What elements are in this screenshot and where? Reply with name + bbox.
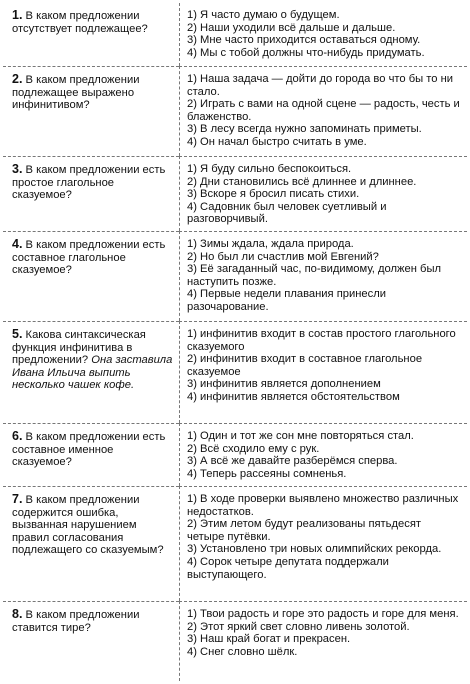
- answer-option: 2) Но был ли счастлив мой Евгений?: [187, 250, 379, 263]
- task-5-question: [3, 321, 179, 423]
- task-number: 1.: [12, 8, 23, 22]
- question-text: В каком предложении есть составное именное сказуемое?: [12, 431, 166, 469]
- answer-option: 1) Зимы ждала, ждала природа.: [187, 238, 354, 250]
- answer-option: 3) Её загаданный час, по-видимому, должен был наступить позже.: [187, 263, 442, 288]
- answer-option: 1) инфинитив входит в состав простого глагольного сказуемого: [187, 328, 456, 353]
- example-sentence: Она заставила Ивана Ильича выпить несколько чашек кофе.: [12, 354, 173, 392]
- answer-option: 1) Я буду сильно беспокоиться.: [187, 163, 352, 175]
- question-text: Какова синтаксическая функция инфинитива в предложении?: [12, 329, 146, 367]
- answer-option: 2) Наши уходили всё дальше и дальше.: [187, 21, 396, 34]
- answer-option: 1) Твои радость и горе это радость и горе для меня.: [187, 608, 459, 620]
- task-number: 8.: [12, 607, 23, 621]
- answer-option: 3) А всё же давайте разберёмся сперва.: [187, 455, 398, 468]
- answer-option: 1) В ходе проверки выявлено множество различных недостатков.: [187, 493, 459, 518]
- task-8-question: [3, 601, 179, 681]
- answer-option: 2) Всё сходило ему с рук.: [187, 442, 320, 455]
- answer-option: 3) Установлено три новых олимпийских рекорда.: [187, 543, 442, 556]
- task-number: 7.: [12, 492, 23, 506]
- task-6-question: [3, 423, 179, 486]
- question-text: В каком предложении есть составное глагольное сказуемое?: [12, 239, 166, 277]
- answer-option: 2) инфинитив входит в составное глагольное сказуемое: [187, 353, 423, 378]
- task-7-question: [3, 486, 179, 601]
- answer-option: 3) инфинитив является дополнением: [187, 378, 381, 391]
- answer-option: 4) Садовник был человек суетливый и разговорчивый.: [187, 200, 387, 226]
- test-sheet: [3, 3, 467, 681]
- task-number: 6.: [12, 429, 23, 443]
- task-4-options: [179, 231, 467, 321]
- answer-option: 4) Снег словно шёлк.: [187, 645, 298, 658]
- question-text: В каком предложении ставится тире?: [12, 609, 140, 634]
- task-1-options: [179, 3, 467, 66]
- answer-option: 3) Вскоре я бросил писать стихи.: [187, 188, 360, 201]
- answer-option: 2) Этот яркий свет словно ливень золотой.: [187, 620, 410, 633]
- answer-option: 3) Мне часто приходится оставаться одному.: [187, 34, 421, 47]
- answer-option: 1) Один и тот же сон мне повторяться стал.: [187, 430, 414, 442]
- task-6-options: [179, 423, 467, 486]
- answer-option: 2) Дни становились всё длиннее и длиннее.: [187, 175, 417, 188]
- answer-option: 4) инфинитив является обстоятельством: [187, 390, 400, 403]
- task-number: 2.: [12, 72, 23, 86]
- task-4-question: [3, 231, 179, 321]
- question-text: В каком предложении есть простое глагольное сказуемое?: [12, 164, 166, 202]
- task-8-options: [179, 601, 467, 681]
- answer-option: 4) Сорок четыре депутата поддержали выступающего.: [187, 555, 389, 581]
- task-number: 5.: [12, 327, 23, 341]
- answer-option: 3) В лесу всегда нужно запоминать приметы.: [187, 123, 422, 136]
- answer-option: 3) Наш край богат и прекрасен.: [187, 633, 351, 646]
- task-number: 4.: [12, 237, 23, 251]
- task-3-question: [3, 156, 179, 231]
- answer-option: 2) Играть с вами на одной сцене — радость, честь и блаженство.: [187, 98, 460, 123]
- task-1-question: [3, 3, 179, 66]
- question-text: В каком предложении отсутствует подлежащее?: [12, 10, 148, 35]
- task-number: 3.: [12, 162, 23, 176]
- answer-option: 1) Наша задача — дойти до города во что бы то ни стало.: [187, 73, 454, 98]
- task-7-options: [179, 486, 467, 601]
- answer-option: 2) Этим летом будут реализованы пятьдесят четыре путёвки.: [187, 518, 422, 543]
- answer-option: 4) Мы с тобой должны что-нибудь придумать.: [187, 46, 425, 59]
- answer-option: 1) Я часто думаю о будущем.: [187, 9, 340, 21]
- answer-option: 4) Теперь рассеяны сомненья.: [187, 467, 347, 480]
- question-text: В каком предложении подлежащее выражено инфинитивом?: [12, 74, 140, 112]
- task-3-options: [179, 156, 467, 231]
- task-2-options: [179, 66, 467, 156]
- answer-option: 4) Он начал быстро считать в уме.: [187, 135, 367, 148]
- answer-option: 4) Первые недели плавания принесли разочарование.: [187, 288, 387, 313]
- task-2-question: [3, 66, 179, 156]
- question-text: В каком предложении содержится ошибка, вызванная нарушением правил согласования подлежащего со сказуемым?: [12, 494, 164, 557]
- task-5-options: [179, 321, 467, 423]
